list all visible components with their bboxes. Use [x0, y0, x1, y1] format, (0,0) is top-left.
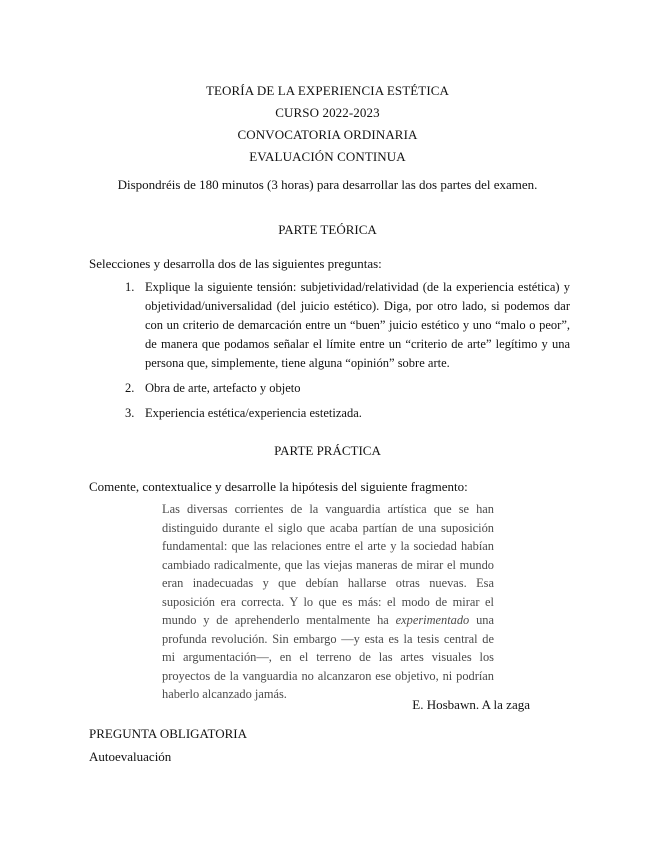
question-item	[120, 404, 570, 423]
question-text: Experiencia estética/experiencia estetizada.	[145, 406, 362, 420]
mandatory-item: Autoevaluación	[89, 749, 172, 764]
quote-text-end: una profunda revolución. Sin embargo —y esta es la tesis central de mi argumentación—, en el terreno de las artes visuales los proyectos de la vanguardia no alcanzaron ese objetivo, ni podrían haberlo alcanzado jamás.	[162, 613, 494, 701]
quote-emphasis: experimentado	[395, 613, 470, 627]
practice-heading: PARTE PRÁCTICA	[274, 443, 381, 458]
question-item	[120, 379, 570, 398]
quote-fragment	[162, 500, 494, 704]
question-text: Obra de arte, artefacto y objeto	[145, 381, 301, 395]
question-number: 1.	[125, 280, 135, 294]
mandatory-heading: PREGUNTA OBLIGATORIA	[89, 726, 247, 741]
course-title: TEORÍA DE LA EXPERIENCIA ESTÉTICA	[205, 83, 450, 98]
practice-intro: Comente, contextualice y desarrolle la hipótesis del siguiente fragmento:	[89, 479, 468, 494]
quote-text-start: Las diversas corrientes de la vanguardia artística que se han distinguido durante el siglo que acaba partían de una suposición fundamental: que las relaciones entre el arte y la sociedad habían cambiado radicalmente, que las viejas maneras de mirar el mundo eran inadecuadas y que debían hallarse otras nuevas. Esa suposición era correcta. Y lo que es más: el modo de mirar el mundo y de aprehenderlo mentalmente ha	[162, 502, 494, 627]
exam-session: CONVOCATORIA ORDINARIA	[237, 127, 418, 142]
quote-attribution: E. Hosbawn. A la zaga	[412, 697, 530, 712]
time-instructions: Dispondréis de 180 minutos (3 horas) para desarrollar las dos partes del examen.	[117, 177, 538, 192]
question-text: Explique la siguiente tensión: subjetividad/relatividad (de la experiencia estética) y objetividad/universalidad (del juicio estético). Diga, por otro lado, si podemos dar con un criterio de demarcación entre un “buen” juicio estético y uno “malo o peor”, de manera que podamos señalar el límite entre un “criterio de arte” legítimo y una persona que, simplemente, tiene alguna “opinión” sobre arte.	[145, 280, 570, 370]
evaluation-type: EVALUACIÓN CONTINUA	[249, 149, 406, 164]
theory-intro: Selecciones y desarrolla dos de las siguientes preguntas:	[89, 256, 382, 271]
course-year: CURSO 2022-2023	[275, 105, 380, 120]
exam-header	[0, 80, 655, 168]
theory-heading: PARTE TEÓRICA	[278, 222, 377, 237]
question-item	[120, 278, 570, 373]
question-number: 2.	[125, 381, 135, 395]
question-list	[120, 278, 570, 429]
question-number: 3.	[125, 406, 135, 420]
